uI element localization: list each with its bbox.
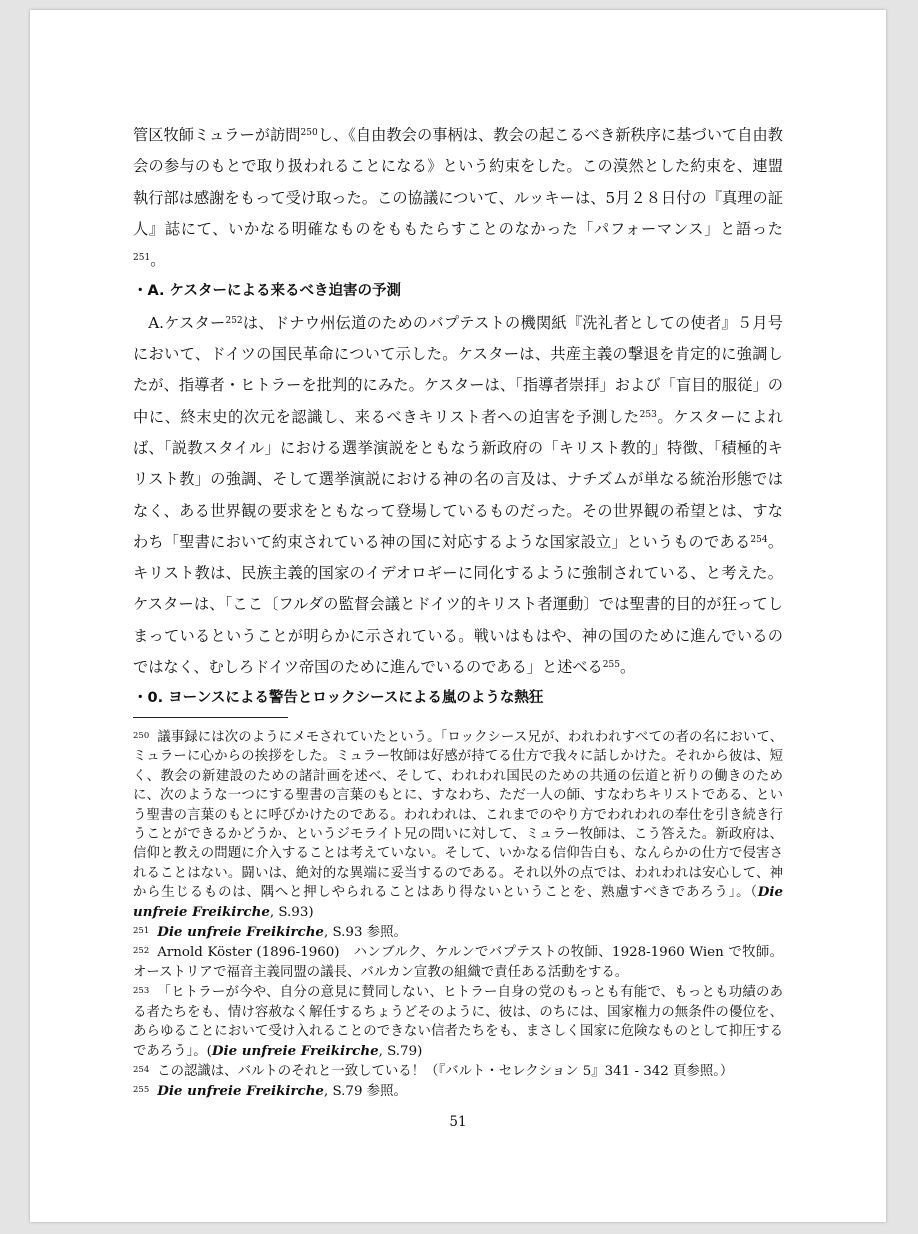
footnote-number: 254	[133, 1064, 150, 1075]
document-page	[30, 10, 886, 1222]
footnote-text: この認識は、バルトのそれと一致している！（『バルト・セレクション 5』341 - 342 頁参照。）	[157, 1063, 734, 1079]
footnote-253	[133, 982, 783, 1061]
reference-title: Die unfreie Freikirche	[133, 884, 783, 920]
footnote-252	[133, 942, 783, 982]
footnote-text: Arnold Köster (1896-1960) ハンブルク、ケルンでバプテストの牧師、1928-1960 Wien で牧師。オーストリアで福音主義同盟の議長、バルカン宣教の組織で責任ある活動をする。	[133, 945, 783, 980]
section-heading-a: ・A. ケスターによる来るべき迫害の予測	[133, 283, 401, 300]
reference-title: Die unfreie Freikirche	[211, 1042, 379, 1059]
main-text	[133, 120, 783, 715]
reference-page: , S.93 参照。	[323, 925, 407, 941]
reference-title: Die unfreie Freikirche	[157, 1083, 324, 1100]
footnote-number: 253	[133, 986, 150, 997]
footnote-text: 議事録には次のようにメモされていたという。「ロックシース兄が、われわれすべての者の名において、ミュラーに心からの挨拶をした。ミュラー牧師は好感が持てる仕方で我々に話しかけた。それから彼は、短く、教会の新建設のための諸計画を述べ、そして、われわれ国民のための共通の伝道と祈りの働きのために、次のような一つにする聖書の言葉のもとに、すなわち、ただ一人の師、すなわちキリストである、という聖書の言葉のもとに呼びかけたのである。われわれは、これまでのやり方でわれわれの奉仕を引き続き行うことができるかどうか、というジモライト兄の問いに対して、ミュラー牧師は、こう答えた。新政府は、信仰と教えの問題に介入することは考えていない。そして、いかなる信仰告白も、なんらかの仕方で侵害されることはない。闘いは、絶対的な異端に妥当するのである。それ以外の点では、われわれは安心して、神から生じるものは、隅へと押しやられることはあり得ないということを、熟慮すべきであろう」。（	[133, 730, 783, 901]
footnote-251	[133, 922, 783, 942]
footnote-ref[interactable]: 251	[133, 253, 151, 264]
footnote-ref[interactable]: 253	[639, 409, 657, 420]
page-number: 51	[449, 1114, 467, 1130]
reference-page: , S.79 参照。	[323, 1084, 407, 1100]
paragraph-text: 管区牧師ミュラーが訪問	[133, 126, 301, 144]
footnote-number: 251	[133, 926, 150, 937]
paragraph-text: は、ドナウ州伝道のためのバプテストの機関紙『洗礼者としての使者』５月号において、ドイツの国民革命について示した。ケスターは、共産主義の撃退を肯定的に強調したが、指導者・ヒトラーを批判的にみた。ケスターは、「指導者崇拝」および「盲目的服従」の中に、終末史的次元を認識し、来るべきキリスト者への迫害を予測した	[133, 313, 783, 426]
footnote-ref[interactable]: 252	[225, 315, 243, 326]
footnote-text: 「ヒトラーが今や、自分の意見に賛同しない、ヒトラー自身の党のもっとも有能で、もっとも功績のある者たちをも、情け容赦なく解任するちょうどそのように、彼は、のちには、国家権力の無条件の優位を、あらゆることにおいて受け入れることのできない信者たちをも、まさしく国家に危険なものとして抑圧するであろう」。(	[133, 985, 783, 1059]
footnote-255	[133, 1081, 783, 1101]
paragraph-text: 。ケスターによれば、「説教スタイル」における選挙演説をともなう新政府の「キリスト教的」特徴、「積極的キリスト教」の強調、そして選挙演説における神の名の言及は、ナチズムが単なる統治形態ではなく、ある世界観の要求をともなって登場しているものだった。その世界観の希望とは、すなわち「聖書において約束されている神の国に対応するような国家設立」というものである	[133, 407, 783, 551]
paragraph-text: 。	[619, 658, 636, 677]
reference-title: Die unfreie Freikirche	[157, 924, 324, 941]
paragraph-1	[133, 120, 783, 276]
footnote-ref[interactable]: 254	[750, 534, 768, 545]
reference-page: , S.93)	[269, 904, 314, 920]
footnote-number: 250	[133, 731, 150, 741]
paragraph-text: 。キリスト教は、民族主義的国家のイデオロギーに同化するように強制されている、と考えた。ケスターは、「ここ〔フルダの監督会議とドイツ的キリスト者運動〕では聖書的目的が狂ってしまっているということが明らかに示されている。戦いはもはや、神の国のために進んでいるのではなく、むしろドイツ帝国のために進んでいるのである」と述べる	[133, 532, 784, 677]
section-heading-b: ・0. ヨーンスによる警告とロックシースによる嵐のような熱狂	[133, 690, 544, 707]
paragraph-2	[133, 308, 783, 684]
footnotes	[133, 727, 783, 1102]
footnote-254	[133, 1061, 783, 1081]
footnote-number: 255	[133, 1085, 150, 1096]
footnote-number: 252	[133, 946, 150, 957]
footnote-250	[133, 727, 783, 922]
paragraph-text: A.ケスター	[148, 313, 226, 332]
footnote-ref[interactable]: 255	[602, 660, 620, 671]
footnote-ref[interactable]: 250	[300, 128, 318, 138]
reference-page: , S.79)	[378, 1043, 423, 1059]
paragraph-text: し、《自由教会の事柄は、教会の起こるべき新秩序に基づいて自由教会の参与のもとで取り扱われることになる》という約束をした。この漠然とした約束を、連盟執行部は感謝をもって受け取った。この協議について、ルッキーは、5月２８日付の『真理の証人』誌にて、いかなる明確なものをももたらすことのなかった「パフォーマンス」と語った	[133, 126, 783, 238]
footnote-divider	[133, 717, 288, 718]
paragraph-text: 。	[150, 251, 166, 270]
